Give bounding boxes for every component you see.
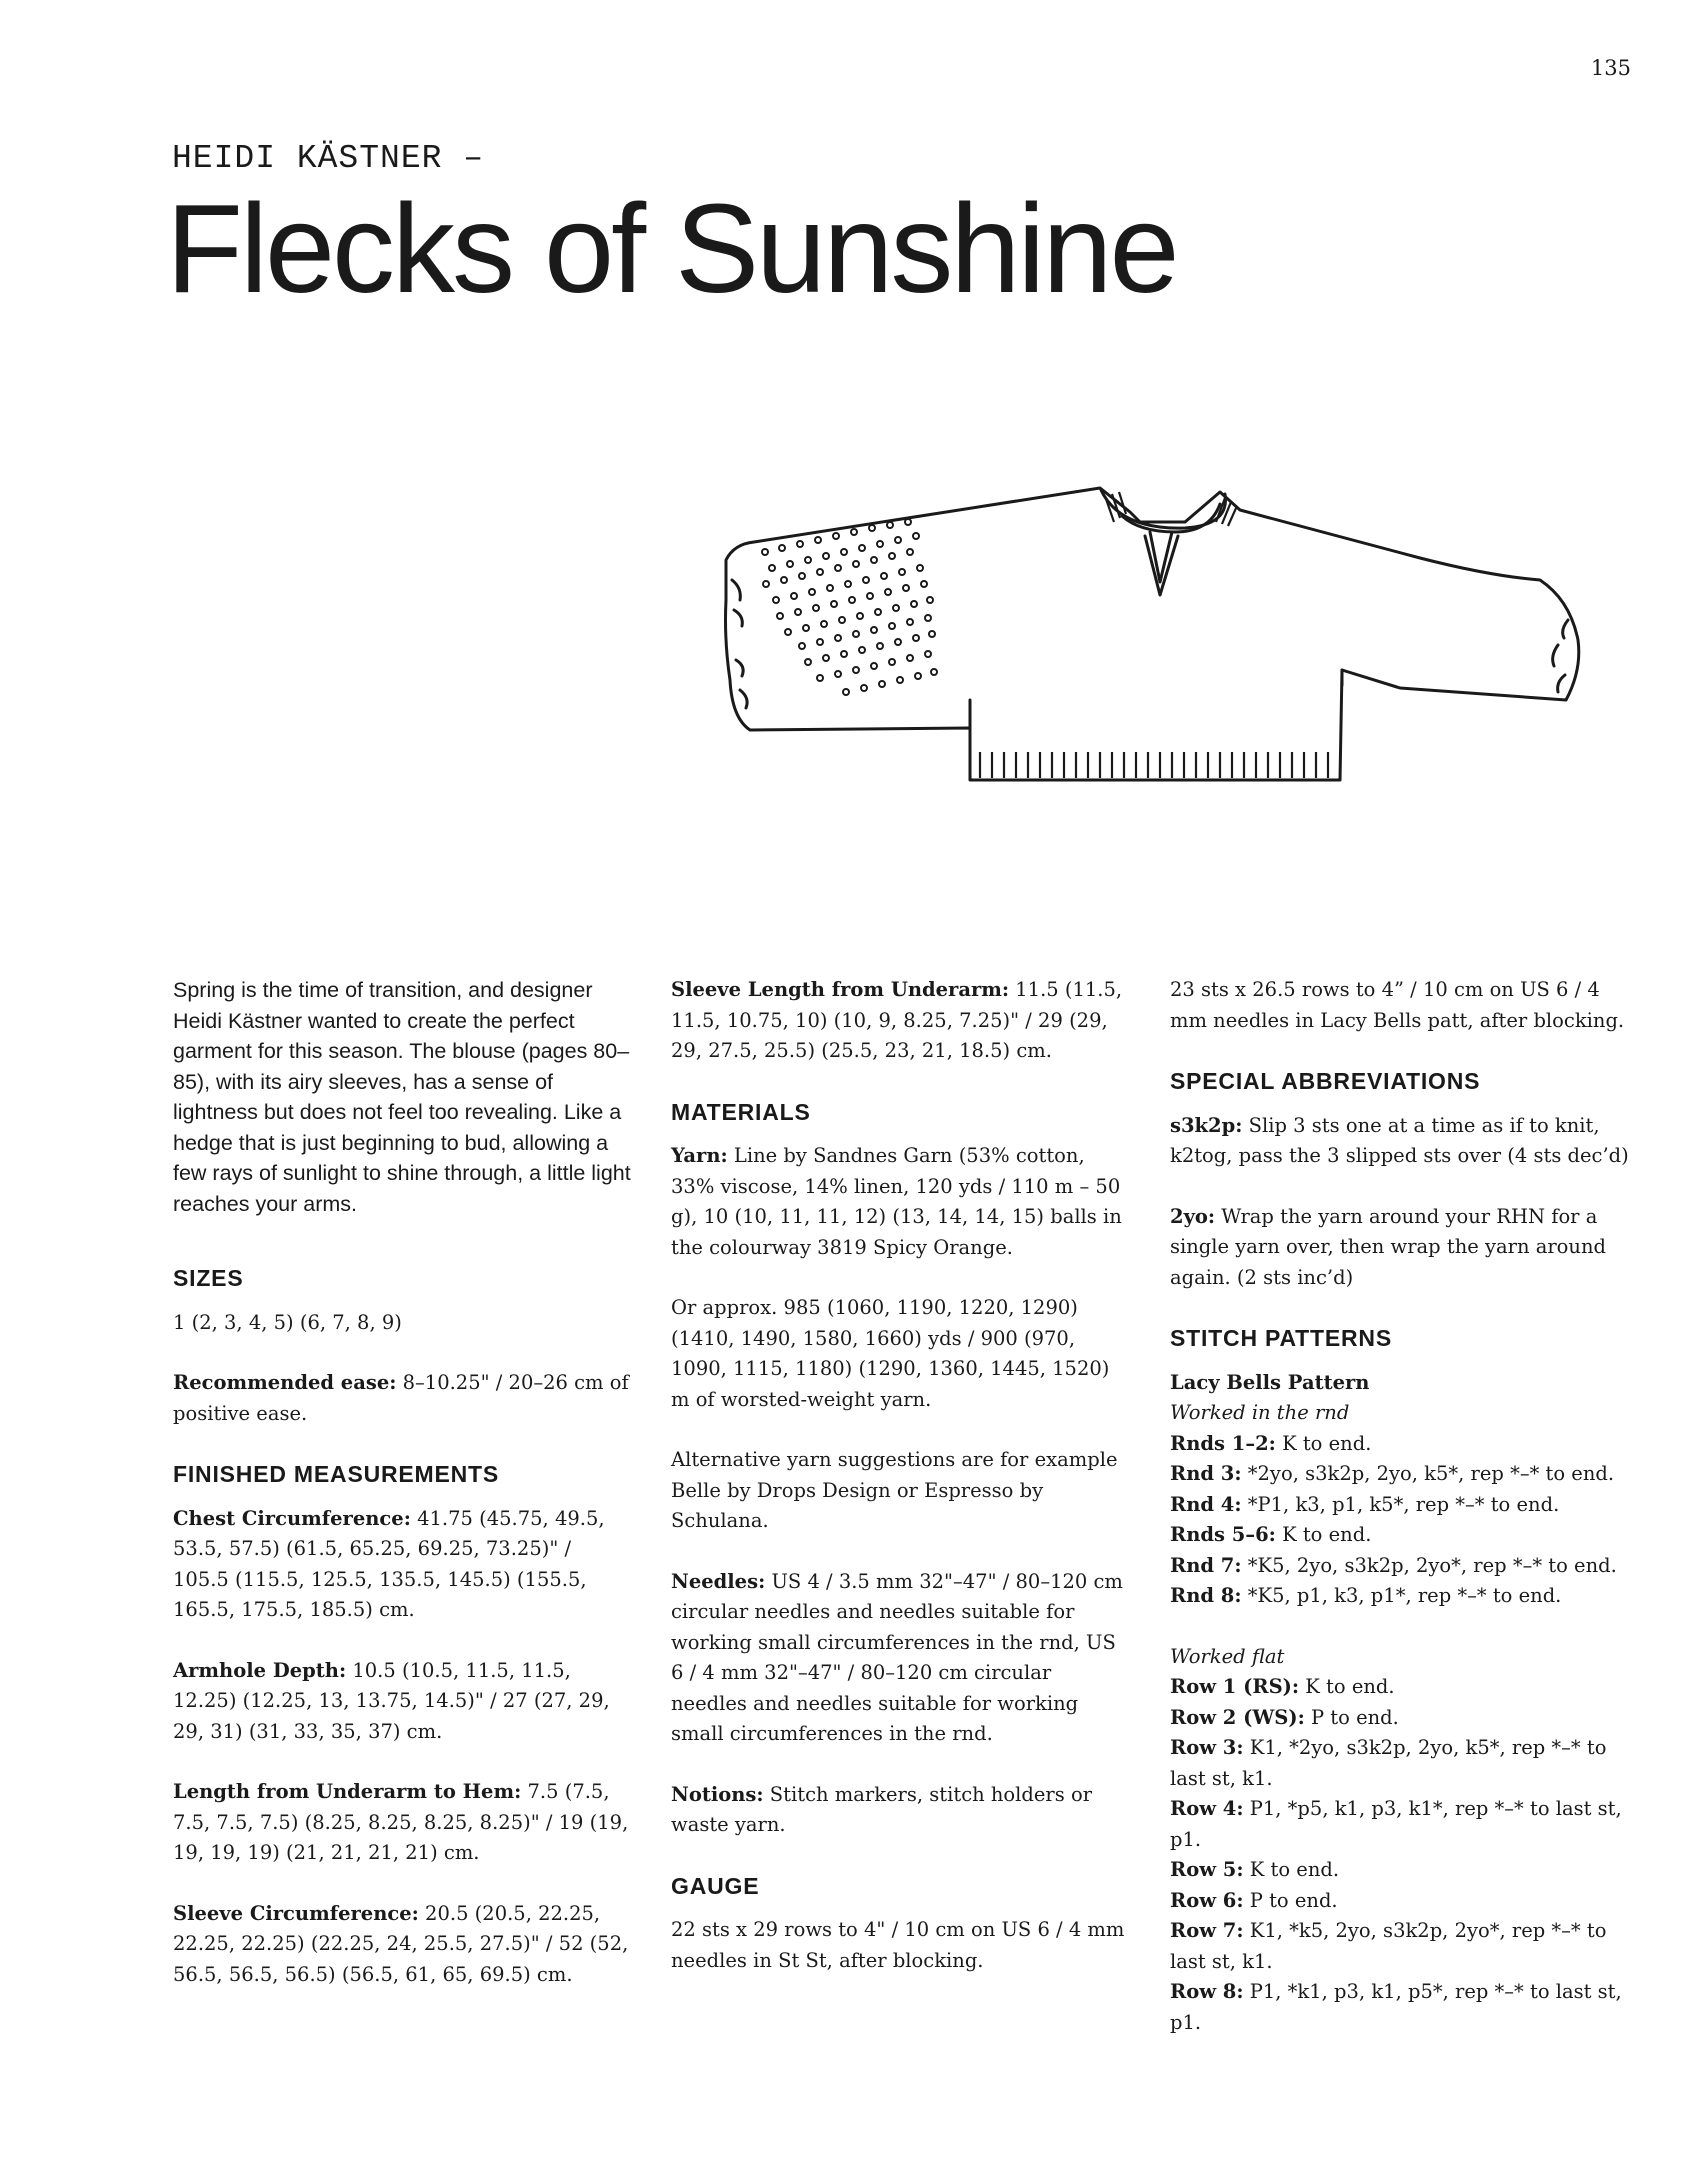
row-text: K to end. [1275, 1523, 1372, 1546]
abbreviation-text: Wrap the yarn around your RHN for a single yarn over, then wrap the yarn around again. (2 sts inc’d) [1170, 1204, 1607, 1289]
column-left [173, 975, 633, 1990]
page-title: Flecks of Sunshine [166, 178, 1177, 319]
measurement-label: Chest Circumference: [173, 1506, 411, 1530]
flat-note: Worked flat [1170, 1644, 1285, 1668]
row-label: Row 1 (RS): [1170, 1675, 1300, 1698]
stitch-patterns-heading: STITCH PATTERNS [1170, 1325, 1392, 1351]
sizes-heading: SIZES [173, 1265, 244, 1291]
flat-row [1170, 1703, 1640, 1734]
measurement-text: 20.5 (20.5, 22.25, 22.25, 22.25) (22.25, 24, 25.5, 27.5)" / 52 (52, 56.5, 56.5, 56.5) (56.5, 61, 65, 69.5) cm. [173, 1901, 629, 1986]
round-note: Worked in the rnd [1170, 1401, 1350, 1424]
abbreviations-heading: SPECIAL ABBREVIATIONS [1170, 1068, 1481, 1094]
measurement-label: Sleeve Length from Underarm: [671, 978, 1010, 1001]
measurement-text: 7.5 (7.5, 7.5, 7.5, 7.5) (8.25, 8.25, 8.25, 8.25)" / 19 (19, 19, 19, 19) (21, 21, 21, 21) cm. [173, 1780, 629, 1864]
gauge-heading: GAUGE [671, 1872, 760, 1899]
designer-name: HEIDI KÄSTNER – [172, 140, 485, 177]
round-row [1170, 1520, 1640, 1551]
row-text: K1, *2yo, s3k2p, 2yo, k5*, rep *–* to last st, k1. [1170, 1736, 1607, 1790]
round-row [1170, 1581, 1640, 1612]
row-text: P to end. [1304, 1705, 1399, 1729]
chest-circumference [173, 1504, 633, 1626]
sleeve-length [671, 975, 1131, 1067]
sweater-illustration [720, 470, 1590, 850]
page-number: 135 [1590, 56, 1631, 80]
row-label: Row 4: [1170, 1797, 1244, 1820]
flat-row [1170, 1855, 1640, 1886]
column-right [1170, 975, 1640, 2038]
yarn-alternative: Alternative yarn suggestions are for example Belle by Drops Design or Espresso by Schulana. [671, 1448, 1118, 1532]
yarn-info [671, 1141, 1131, 1263]
sizes-list: 1 (2, 3, 4, 5) (6, 7, 8, 9) [173, 1310, 402, 1334]
abbreviation-2yo [1170, 1202, 1640, 1294]
measurement-label: Length from Underarm to Hem: [173, 1780, 522, 1803]
row-label: Rnd 4: [1170, 1492, 1242, 1516]
abbreviation-label: s3k2p: [1170, 1113, 1243, 1137]
row-label: Row 5: [1170, 1858, 1244, 1881]
finished-measurements-heading: FINISHED MEASUREMENTS [173, 1461, 500, 1487]
flat-row [1170, 1977, 1640, 2038]
round-row [1170, 1490, 1640, 1521]
yarn-approx: Or approx. 985 (1060, 1190, 1220, 1290) (1410, 1490, 1580, 1660) yds / 900 (970, 1090, 1115, 1180) (1290, 1360, 1445, 1520) m of worsted-weight yarn. [671, 1296, 1110, 1411]
measurement-text: 11.5 (11.5, 11.5, 10.75, 10) (10, 9, 8.25, 7.25)" / 29 (29, 29, 27.5, 25.5) (25.5, 23, 21, 18.5) cm. [671, 978, 1123, 1062]
gauge-st-st: 22 sts x 29 rows to 4" / 10 cm on US 6 / 4 mm needles in St St, after blocking. [671, 1918, 1125, 1972]
needles-label: Needles: [671, 1569, 766, 1593]
flat-row [1170, 1916, 1640, 1977]
flat-row [1170, 1794, 1640, 1855]
row-label: Row 2 (WS): [1170, 1705, 1305, 1729]
row-text: *K5, 2yo, s3k2p, 2yo*, rep *–* to end. [1241, 1553, 1617, 1577]
row-label: Rnds 1–2: [1170, 1431, 1276, 1455]
needles-text: US 4 / 3.5 mm 32"–47" / 80–120 cm circular needles and needles suitable for working small circumferences in the rnd, US 6 / 4 mm 32"–47" / 80–120 cm circular needles and needles suitable for working small circumferences in the rnd. [671, 1569, 1123, 1745]
row-label: Row 8: [1170, 1980, 1244, 2003]
ease-text: 8–10.25" / 20–26 cm of positive ease. [173, 1371, 629, 1425]
row-text: P1, *p5, k1, p3, k1*, rep *–* to last st, p1. [1170, 1797, 1622, 1851]
sleeve-circumference [173, 1899, 633, 1991]
intro-paragraph: Spring is the time of transition, and designer Heidi Kästner wanted to create the perfect garment for this season. The blouse (pages 80–85), with its airy sleeves, has a sense of lightness but does not feel too revealing. Like a hedge that is just beginning to bud, allowing a few rays of sunlight to shine through, a little light reaches your arms. [173, 978, 631, 1216]
row-label: Rnd 7: [1170, 1553, 1242, 1577]
row-text: K to end. [1243, 1858, 1340, 1881]
gauge-lacy: 23 sts x 26.5 rows to 4” / 10 cm on US 6 / 4 mm needles in Lacy Bells patt, after blocking. [1170, 978, 1625, 1032]
abbreviation-label: 2yo: [1170, 1204, 1216, 1228]
notions-label: Notions: [671, 1782, 764, 1806]
notions-text: Stitch markers, stitch holders or waste yarn. [671, 1782, 1093, 1836]
row-text: P to end. [1243, 1888, 1338, 1912]
recommended-ease [173, 1368, 633, 1429]
row-text: K1, *k5, 2yo, s3k2p, 2yo*, rep *–* to last st, k1. [1170, 1919, 1607, 1973]
measurement-text: 10.5 (10.5, 11.5, 11.5, 12.25) (12.25, 13, 13.75, 14.5)" / 27 (27, 29, 29, 31) (31, 33, 35, 37) cm. [173, 1658, 610, 1743]
row-label: Rnd 8: [1170, 1584, 1242, 1607]
measurement-label: Armhole Depth: [173, 1658, 347, 1682]
row-label: Row 7: [1170, 1919, 1244, 1942]
row-text: *K5, p1, k3, p1*, rep *–* to end. [1241, 1584, 1562, 1607]
row-text: K to end. [1299, 1675, 1395, 1698]
notions-info [671, 1780, 1131, 1841]
flat-row [1170, 1733, 1640, 1794]
needles-info [671, 1567, 1131, 1750]
armhole-depth [173, 1656, 633, 1748]
abbreviation-text: Slip 3 sts one at a time as if to knit, k2tog, pass the 3 slipped sts over (4 sts dec’d) [1170, 1113, 1629, 1167]
materials-heading: MATERIALS [671, 1098, 811, 1125]
flat-row [1170, 1886, 1640, 1917]
row-text: *P1, k3, p1, k5*, rep *–* to end. [1241, 1492, 1560, 1516]
pattern-name [1170, 1368, 1640, 1399]
pattern-name-text: Lacy Bells Pattern [1170, 1370, 1370, 1394]
round-row [1170, 1551, 1640, 1582]
length-underarm-to-hem [173, 1777, 633, 1869]
measurement-text: 41.75 (45.75, 49.5, 53.5, 57.5) (61.5, 65.25, 69.25, 73.25)" / 105.5 (115.5, 125.5, 135.5, 145.5) (155.5, 165.5, 175.5, 185.5) cm. [173, 1506, 605, 1621]
column-middle [671, 975, 1131, 1976]
row-text: *2yo, s3k2p, 2yo, k5*, rep *–* to end. [1241, 1462, 1615, 1485]
ease-label: Recommended ease: [173, 1371, 397, 1394]
yarn-text: Line by Sandnes Garn (53% cotton, 33% viscose, 14% linen, 120 yds / 110 m – 50 g), 10 (10, 11, 11, 12) (13, 14, 14, 15) balls in the colourway 3819 Spicy Orange. [671, 1144, 1122, 1259]
row-label: Rnd 3: [1170, 1462, 1242, 1485]
row-text: P1, *k1, p3, k1, p5*, rep *–* to last st, p1. [1170, 1980, 1622, 2034]
abbreviation-s3k2p [1170, 1111, 1640, 1172]
measurement-label: Sleeve Circumference: [173, 1901, 419, 1925]
flat-row [1170, 1672, 1640, 1703]
row-text: K to end. [1275, 1431, 1372, 1455]
round-row [1170, 1429, 1640, 1460]
yarn-label: Yarn: [671, 1144, 728, 1167]
row-label: Rnds 5–6: [1170, 1523, 1276, 1546]
round-row [1170, 1459, 1640, 1490]
row-label: Row 6: [1170, 1888, 1244, 1912]
row-label: Row 3: [1170, 1736, 1244, 1759]
